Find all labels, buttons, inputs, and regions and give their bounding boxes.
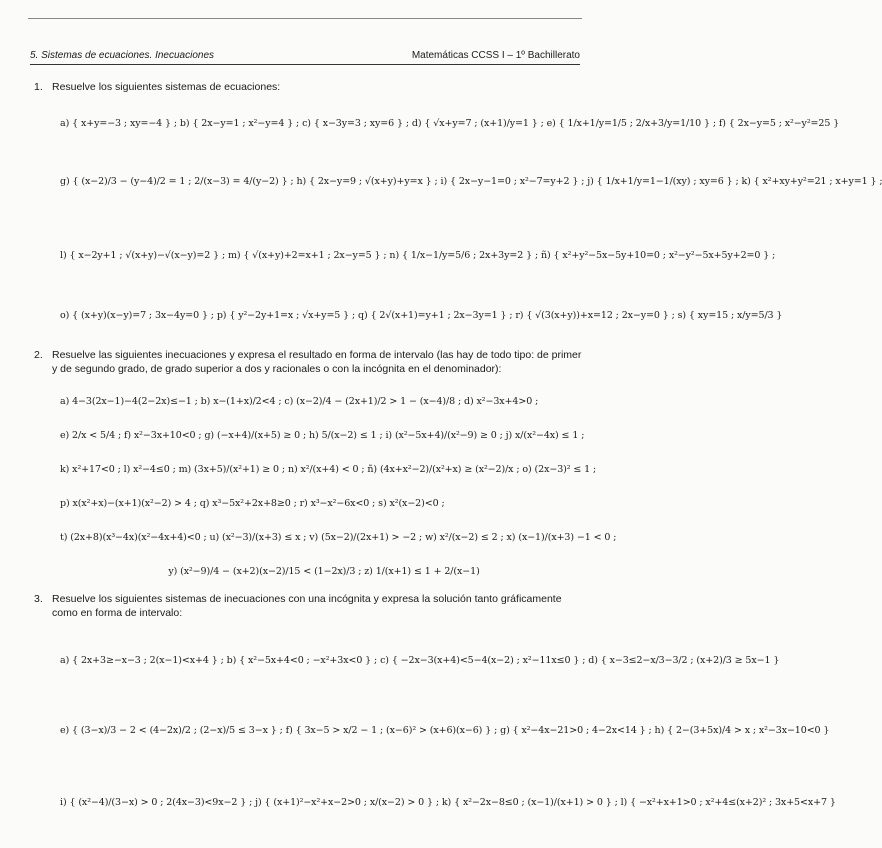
exercise-2-row-t-x: t) (2x+8)(x³−4x)(x²−4x+4)<0 ; u) (x²−3)/(x+3) ≤ x ; v) (5x−2)/(2x+1) > −2 ; w) x²/(x−2) ≤ 2 ; x) (x−1)/(x+3) −1 < 0 ; bbox=[60, 532, 617, 543]
exercise-3-number: 3. bbox=[34, 593, 43, 605]
exercise-2-number: 2. bbox=[34, 349, 43, 361]
exercise-2-row-y-z: y) (x²−9)/4 − (x+2)(x−2)/15 < (1−2x)/3 ; z) 1/(x+1) ≤ 1 + 2/(x−1) bbox=[168, 566, 480, 577]
exercise-3-systems bbox=[60, 625, 836, 845]
exercise-3-statement bbox=[34, 592, 584, 620]
exercise-1-row-g-k: g) { (x−2)/3 − (y−4)/2 = 1 ; 2/(x−3) = 4/(y−2) } ; h) { 2x−y=9 ; √(x+y)+y=x } ; i) { 2x−y−1=0 ; x²−7=y+2 } ; j) { 1/x+1/y=1−1/(xy) ; xy=6 } ; k) { x²+xy+y²=21 ; x+y=1 } ; bbox=[60, 176, 882, 187]
exercise-2-row-a-d: a) 4−3(2x−1)−4(2−2x)≤−1 ; b) x−(1+x)/2<4 ; c) (x−2)/4 − (2x+1)/2 > 1 − (x−4)/8 ; d) x²−3x+4>0 ; bbox=[60, 396, 539, 407]
exercise-3-text: Resuelve los siguientes sistemas de inecuaciones con una incógnita y expresa la solución tanto gráficamente como en forma de intervalo: bbox=[52, 593, 562, 620]
exercise-2-row-k-o: k) x²+17<0 ; l) x²−4≤0 ; m) (3x+5)/(x²+1) ≥ 0 ; n) x²/(x+4) < 0 ; ñ) (4x+x²−2)/(x²+x) ≥ (x²−2)/x ; o) (2x−3)² ≤ 1 ; bbox=[60, 464, 597, 475]
header-section-title: 5. Sistemas de ecuaciones. Inecuaciones bbox=[30, 50, 214, 61]
exercise-2-row-e-j: e) 2/x < 5/4 ; f) x²−3x+10<0 ; g) (−x+4)/(x+5) ≥ 0 ; h) 5/(x−2) ≤ 1 ; i) (x²−5x+4)/(x²−9) ≥ 0 ; j) x/(x²−4x) ≤ 1 ; bbox=[60, 430, 585, 441]
exercise-3-row-a-d: a) { 2x+3≥−x−3 ; 2(x−1)<x+4 } ; b) { x²−5x+4<0 ; −x²+3x<0 } ; c) { −2x−3(x+4)<5−4(x−2) ; x²−11x≤0 } ; d) { x−3≤2−x/3−3/2 ; (x+2)/3 ≥ 5x−1 } bbox=[60, 655, 780, 666]
exercise-2-inequalities bbox=[60, 382, 617, 582]
exercise-1-text: Resuelve los siguientes sistemas de ecuaciones: bbox=[52, 81, 281, 93]
header-course-title: Matemáticas CCSS I – 1º Bachillerato bbox=[411, 50, 580, 61]
exercise-1-row-l-n: l) { x−2y+1 ; √(x+y)−√(x−y)=2 } ; m) { √(x+y)+2=x+1 ; 2x−y=5 } ; n) { 1/x−1/y=5/6 ; 2x+3y=2 } ; ñ) { x²+y²−5x−5y+10=0 ; x²−y²−5x+5y+2=0 } ; bbox=[60, 250, 776, 261]
exercise-3-row-i-l: i) { (x²−4)/(3−x) > 0 ; 2(4x−3)<9x−2 } ; j) { (x+1)²−x²+x−2>0 ; x/(x−2) > 0 } ; k) { x²−2x−8≤0 ; (x−1)/(x+1) > 0 } ; l) { −x²+x+1>0 ; x²+4≤(x+2)² ; 3x+5<x+7 } bbox=[60, 797, 836, 808]
exercise-2-text: Resuelve las siguientes inecuaciones y expresa el resultado en forma de intervalo (las hay de todo tipo: de primer y de segundo grado, de grado superior a dos y racionales o con la incógnita en el denominador): bbox=[52, 349, 582, 376]
exercise-1-row-o-s: o) { (x+y)(x−y)=7 ; 3x−4y=0 } ; p) { y²−2y+1=x ; √x+y=5 } ; q) { 2√(x+1)=y+1 ; 2x−3y=1 } ; r) { √(3(x+y))+x=12 ; 2x−y=0 } ; s) { xy=15 ; x/y=5/3 } bbox=[60, 310, 783, 321]
page-header bbox=[30, 50, 580, 65]
top-rule bbox=[28, 18, 582, 19]
exercise-2-statement bbox=[34, 348, 584, 376]
exercise-2-row-p-s: p) x(x²+x)−(x+1)(x²−2) > 4 ; q) x³−5x²+2x+8≥0 ; r) x³−x²−6x<0 ; s) x²(x−2)<0 ; bbox=[60, 498, 445, 509]
exercise-1-systems bbox=[60, 98, 882, 338]
exercise-1-row-a-f: a) { x+y=−3 ; xy=−4 } ; b) { 2x−y=1 ; x²−y=4 } ; c) { x−3y=3 ; xy=6 } ; d) { √x+y=7 ; (x+1)/y=1 } ; e) { 1/x+1/y=1/5 ; 2/x+3/y=1/10 } ; f) { 2x−y=5 ; x²−y²=25 } bbox=[60, 118, 840, 129]
exercise-1-statement bbox=[34, 80, 584, 94]
exercise-1-number: 1. bbox=[34, 81, 43, 93]
exercise-3-row-e-h: e) { (3−x)/3 − 2 < (4−2x)/2 ; (2−x)/5 ≤ 3−x } ; f) { 3x−5 > x/2 − 1 ; (x−6)² > (x+6)(x−6) } ; g) { x²−4x−21>0 ; 4−2x<14 } ; h) { 2−(3+5x)/4 > x ; x²−3x−10<0 } bbox=[60, 725, 830, 736]
